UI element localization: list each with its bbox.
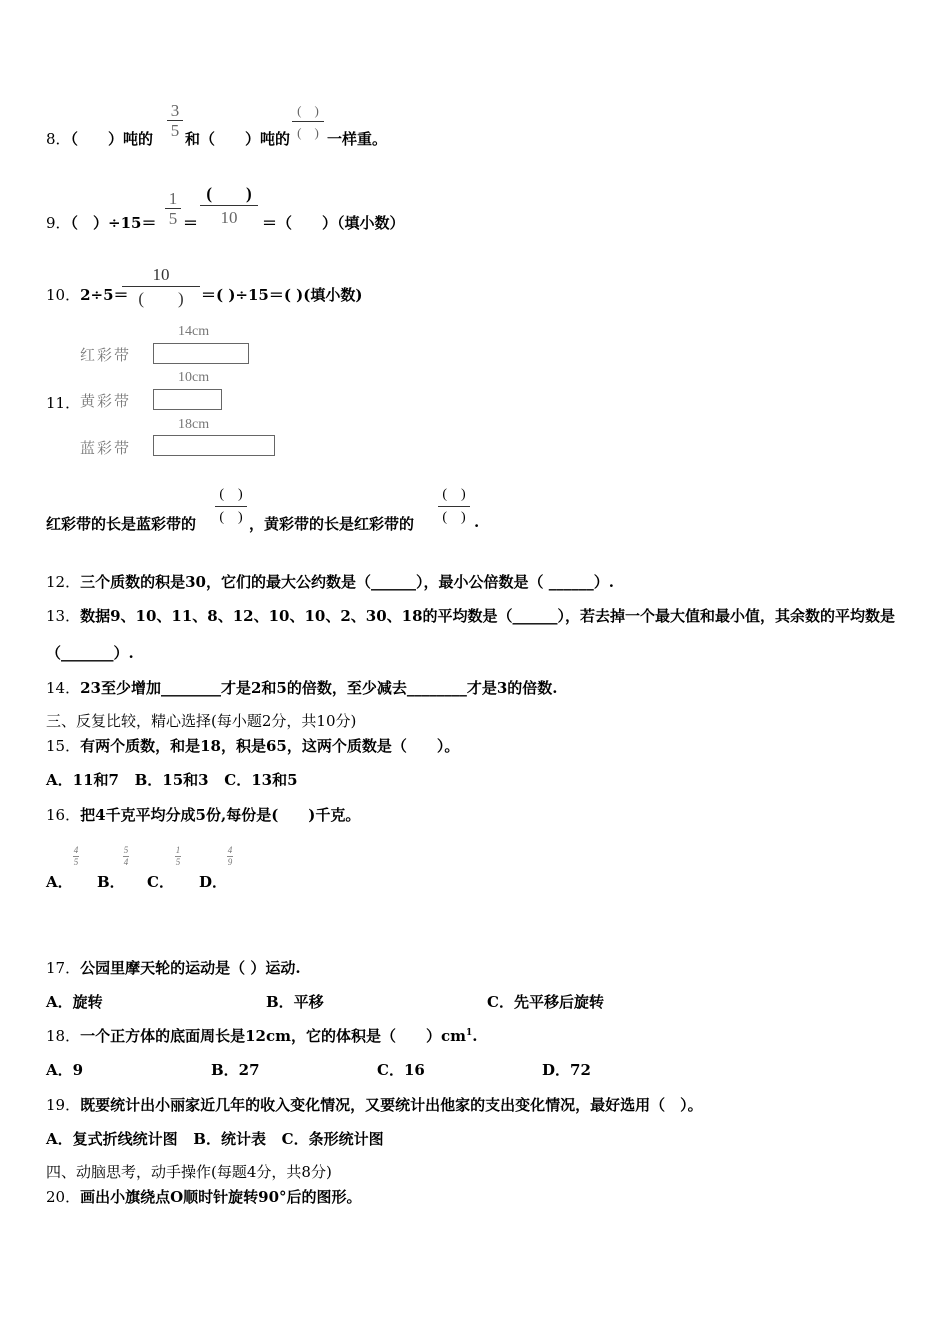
section-3-heading: 三、反复比较，精心选择(每小题2分，共10分) [46, 712, 357, 730]
q10-text-2: ＝( )÷15＝( )(填小数) [201, 286, 363, 304]
q14-number: 14． [46, 679, 81, 697]
blue-band-rect [153, 435, 275, 456]
q18-superscript: 1 [465, 1028, 473, 1038]
q16-b-numerator: 5 [123, 845, 129, 855]
red-band-label: 红彩带 [80, 346, 132, 364]
q12-number: 12． [46, 573, 81, 591]
q16-option-a-label: A． [46, 873, 73, 891]
q10-number: 10． [46, 286, 81, 304]
q20-number: 20． [46, 1188, 81, 1206]
q15-text: 有两个质数，和是18，积是65，这两个质数是（ ）。 [80, 737, 460, 755]
yellow-band-label: 黄彩带 [80, 392, 132, 410]
q10-frac-denominator: ( ) [138, 289, 184, 308]
q11-frac2-denominator: ( ) [442, 510, 466, 525]
q8-frac2-denominator: ( ) [297, 125, 319, 140]
q16-option-b-label: B． [97, 873, 125, 891]
q17-option-b: B．平移 [266, 993, 324, 1011]
q16-text: 把4千克平均分成5份,每份是( )千克。 [80, 806, 361, 824]
q8 [46, 128, 153, 149]
q13-line-1: 数据9、10、11、8、12、10、10、2、30、18的平均数是（______），若去掉一个最大值和最小值，其余数的平均数是 [80, 607, 896, 625]
q19-text: 既要统计出小丽家近几年的收入变化情况，又要统计出他家的支出变化情况，最好选用（ ）。 [80, 1096, 703, 1114]
q9-frac1-denominator: 5 [168, 209, 178, 228]
q16 [46, 804, 360, 825]
blue-band-label: 蓝彩带 [80, 439, 132, 457]
q15-number: 15． [46, 737, 81, 755]
q16-option-a-fraction [73, 845, 79, 868]
q11-text-1: 红彩带的长是蓝彩带的 [46, 515, 197, 533]
red-band-rect [153, 343, 249, 364]
q8-frac2-numerator: ( ) [297, 103, 319, 118]
q18-end: . [472, 1027, 478, 1045]
q10 [46, 284, 129, 305]
q9-text-3: ＝（ ）（填小数） [262, 214, 405, 232]
q18 [46, 1025, 477, 1046]
q16-option-c-fraction [175, 845, 181, 868]
q11-fraction-1 [215, 488, 247, 525]
q13-line-2: （_______）. [46, 644, 134, 662]
q18-number: 18． [46, 1027, 81, 1045]
q17-option-c: C．先平移后旋转 [487, 993, 604, 1011]
q15-options: A．11和7 B．15和3 C．13和5 [46, 771, 298, 789]
q10-fraction [122, 266, 200, 307]
q8-text-1: （ ）吨的 [70, 130, 154, 148]
q9 [46, 212, 157, 233]
q11-fraction-2 [438, 488, 470, 525]
q13-number: 13． [46, 607, 81, 625]
red-band-length: 14cm [178, 324, 210, 339]
q11-frac2-numerator: ( ) [442, 487, 466, 502]
q13 [46, 605, 895, 626]
q17-option-a: A．旋转 [46, 993, 103, 1011]
yellow-band-length: 10cm [178, 370, 210, 385]
yellow-band-rect [153, 389, 222, 410]
q12-text: 三个质数的积是30，它们的最大公约数是（______），最小公倍数是（ ______）. [80, 573, 614, 591]
q15 [46, 735, 459, 756]
q9-text-2: ＝ [183, 214, 199, 232]
blue-band-length: 18cm [178, 417, 210, 432]
q16-d-numerator: 4 [227, 845, 233, 855]
q9-number: 9． [46, 214, 71, 232]
q16-c-denominator: 5 [175, 857, 181, 867]
q8-frac1-numerator: 3 [170, 101, 180, 120]
q10-text-1: 2÷5＝ [80, 286, 129, 304]
q16-option-c-label: C． [147, 873, 174, 891]
q18-option-c: C．16 [377, 1061, 425, 1079]
q8-text-3: 一样重。 [327, 130, 388, 148]
q9-fraction-1 [165, 190, 181, 227]
q20 [46, 1186, 362, 1207]
q8-fraction-1 [167, 102, 183, 139]
q18-option-b: B．27 [211, 1061, 260, 1079]
q16-option-d-fraction [227, 845, 233, 868]
q16-c-numerator: 1 [175, 845, 181, 855]
section-4-heading: 四、动脑思考，动手操作(每题4分，共8分) [46, 1163, 332, 1181]
q9-fraction-2 [200, 185, 258, 226]
q10-frac-numerator: 10 [152, 265, 170, 284]
q16-b-denominator: 4 [123, 857, 129, 867]
q9-text-1: （ ）÷15＝ [70, 214, 157, 232]
q18-option-a: A．9 [46, 1061, 84, 1079]
q17-number: 17． [46, 959, 81, 977]
q11-frac1-denominator: ( ) [219, 510, 243, 525]
q20-text: 画出小旗绕点O顺时针旋转90°后的图形。 [80, 1188, 362, 1206]
q11-text-3: . [474, 513, 480, 531]
q9-frac2-numerator: ( ) [206, 184, 252, 203]
q9-frac1-numerator: 1 [168, 189, 178, 208]
q12 [46, 571, 614, 592]
q17-text: 公园里摩天轮的运动是（ ）运动. [80, 959, 301, 977]
q16-option-b-fraction [123, 845, 129, 868]
q16-number: 16． [46, 806, 81, 824]
q16-option-d-label: D． [199, 873, 228, 891]
q14 [46, 677, 558, 698]
q14-text: 23至少增加________才是2和5的倍数，至少减去________才是3的倍数. [80, 679, 558, 697]
q16-a-numerator: 4 [73, 845, 79, 855]
q11-frac1-numerator: ( ) [219, 487, 243, 502]
q19 [46, 1094, 703, 1115]
q9-frac2-denominator: 10 [220, 208, 238, 227]
q8-number: 8． [46, 130, 71, 148]
q16-d-denominator: 9 [227, 857, 233, 867]
q19-number: 19． [46, 1096, 81, 1114]
q19-options: A．复式折线统计图 B．统计表 C．条形统计图 [46, 1130, 384, 1148]
q11-text-2: ，黄彩带的长是红彩带的 [249, 515, 415, 533]
q11-number: 11． [46, 394, 81, 412]
q8-fraction-2 [292, 104, 324, 139]
q8-text-2: 和（ ）吨的 [185, 130, 291, 148]
q18-option-d: D．72 [542, 1061, 591, 1079]
q8-frac1-denominator: 5 [170, 121, 180, 140]
q17 [46, 957, 301, 978]
q18-text: 一个正方体的底面周长是12cm，它的体积是（ ）cm [80, 1027, 466, 1045]
q16-a-denominator: 5 [73, 857, 79, 867]
